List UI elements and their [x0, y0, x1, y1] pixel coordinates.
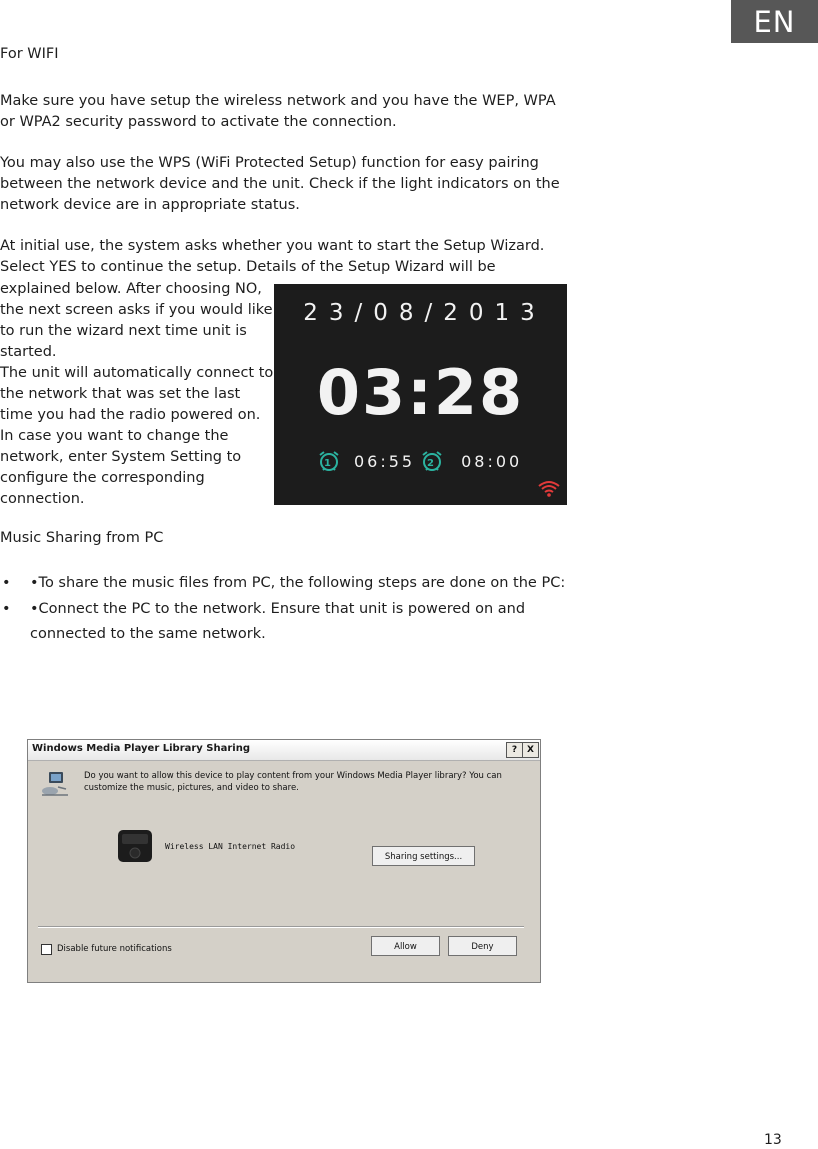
- alarm-clock-2-icon: [421, 450, 443, 472]
- bullet-item: [0, 597, 570, 647]
- device-name: Wireless LAN Internet Radio: [165, 842, 296, 851]
- radio-alarms: [318, 450, 522, 472]
- network-sharing-icon: [40, 769, 70, 799]
- alarm-2-time: 08:00: [461, 451, 523, 471]
- paragraph-wizard-continued: explained below. After choosing NO, the next screen asks if you would like to run the wizard next time unit is started.: [0, 281, 273, 360]
- svg-text:1: 1: [324, 458, 334, 469]
- disable-notifications-checkbox[interactable]: [41, 944, 52, 955]
- wifi-icon: [538, 480, 560, 498]
- paragraph-wifi-setup: Make sure you have setup the wireless network and you have the WEP, WPA or WPA2 security password to activate the connection.: [0, 93, 556, 130]
- wmp-sharing-dialog: [27, 739, 541, 983]
- page-number: 13: [764, 1132, 782, 1148]
- paragraph-setup-wizard: At initial use, the system asks whether you want to start the Setup Wizard. Select YES to continue the setup. Details of the Setup Wizard will be: [0, 238, 545, 275]
- wifi-heading: For WIFI: [0, 46, 59, 62]
- alarm-clock-1-icon: [318, 450, 340, 472]
- music-sharing-heading: Music Sharing from PC: [0, 530, 164, 546]
- alarm-1-time: 06:55: [354, 451, 416, 471]
- disable-notifications-label[interactable]: Disable future notifications: [57, 944, 172, 954]
- dialog-title: Windows Media Player Library Sharing: [32, 743, 251, 754]
- dialog-divider: [38, 926, 524, 928]
- dialog-message: Do you want to allow this device to play content from your Windows Media Player library? You can customize the music, pictures, and video to share.: [84, 771, 502, 793]
- bullet-marker: •: [2, 575, 11, 591]
- bullet-list: [0, 573, 570, 647]
- paragraph-wps: You may also use the WPS (WiFi Protected Setup) function for easy pairing between the network device and the unit. Check if the light indicators on the network device are in appropriate status.: [0, 155, 560, 213]
- radio-time: 03:28: [316, 356, 525, 429]
- radio-display-screen: [274, 284, 567, 505]
- close-button[interactable]: X: [522, 742, 539, 758]
- language-tab: EN: [731, 0, 818, 43]
- radio-date: 23/08/2013: [303, 300, 546, 326]
- bullet-marker: •: [2, 601, 11, 617]
- svg-text:2: 2: [427, 458, 438, 469]
- bullet-text: •Connect the PC to the network. Ensure that unit is powered on and connected to the same network.: [30, 601, 526, 642]
- sharing-settings-button[interactable]: Sharing settings...: [372, 846, 475, 866]
- bullet-text: •To share the music files from PC, the following steps are done on the PC:: [30, 575, 566, 591]
- bullet-item: [0, 573, 570, 594]
- dialog-titlebar[interactable]: [28, 740, 540, 761]
- wrapped-text-block: [0, 279, 275, 510]
- paragraph-auto-connect: The unit will automatically connect to the network that was set the last time you had the radio powered on. In case you want to change the network, enter System Setting to configure the corresponding connection.: [0, 365, 274, 507]
- allow-button[interactable]: Allow: [371, 936, 440, 956]
- help-button[interactable]: ?: [506, 742, 523, 758]
- radio-device-icon: [116, 826, 156, 864]
- deny-button[interactable]: Deny: [448, 936, 517, 956]
